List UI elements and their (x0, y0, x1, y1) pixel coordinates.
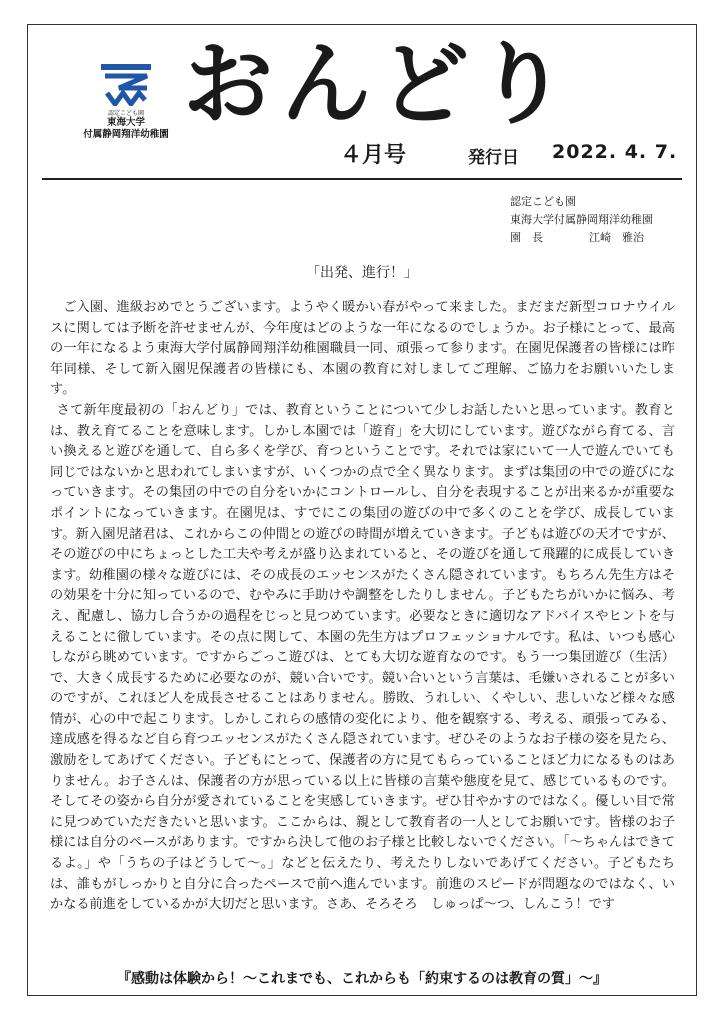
principal-role: 園 長 (510, 231, 543, 244)
article-heading: 「出発、進行！」 (306, 265, 418, 281)
logo-small-text: 認定こども園 (107, 110, 144, 117)
signature-line2: 東海大学付属静岡翔洋幼稚園 (510, 213, 653, 226)
paragraph-2: さて新年度最初の「おんどり」では、教育ということについて少しお話したいと思っています。教育とは、教え育てることを意味します。しかし本園では「遊育」を大切にしています。遊びながら育てる、言い換えると遊びを通して、自ら多くを学び、育つということです。それでは家にいて一人で遊んでいても同じではないかと思われてしまいますが、いくつかの点で全く異なります。まずは集団の中での遊びになっていきます。その集団の中での自分をいかにコントロールし、自分を表現することが出来るかが重要なポイントになっていきます。在園児は、すでにこの集団の遊びの中で多くのことを学び、成長しています。新入園児諸君は、これからこの仲間との遊びの時間が増えていきます。子どもは遊びの天才ですが、その遊びの中にちょっとした工夫や考えが盛り込まれていると、その遊びを通して飛躍的に成長していきます。幼稚園の様々な遊びには、その成長のエッセンスがたくさん隠されています。もちろん先生方はその効果を十分に知っているので、むやみに手助けや調整をしたりしません。子どもたちがいかに悩み、考え、配慮し、協力し合うかの過程をじっと見つめています。必要なときに適切なアドバイスやヒントを与えることに徹しています。その点に関して、本園の先生方はプロフェッショナルです。私は、いつも感心しながら眺めています。ですからごっこ遊びは、とても大切な遊育なのです。もう一つ集団遊び（生活）で、大きく成長するために必要なのが、競い合いです。競い合いという言葉は、毛嫌いされることが多いのですが、これほど人を成長させることはありません。勝敗、うれしい、くやしい、悲しいなど様々な感情が、心の中で起こります。しかしこれらの感情の変化により、他を観察する、考える、頑張ってみる、達成感を得るなど自ら育つエッセンスがたくさん隠されています。ぜひそのようなお子様の姿を見たら、激励をしてあげてください。子どもにとって、保護者の方に見てもらっていることほど力になるものはありません。お子さんは、保護者の方が思っている以上に皆様の言葉や態度を見て、感じているものです。そしてその姿から自分が愛されていることを実感していきます。ぜひ甘やかすのではなく。優しい目で常に見つめていただきたいと思います。ここからは、親として教育者の一人としてお願いです。皆様のお子様には自分のペースがあります。ですから決して他のお子様と比較しないでください。「〜ちゃんはできてるよ。」や「うちの子はどうして〜。」などと伝えたり、考えたりしないであげてください。子どもたちは、誰もがしっかりと自分に合ったペースで前へ進んでいます。前進のスピードが問題なのではなく、いかなる前進をしているかが大切だと思います。さあ、そろそろ しゅっぱ〜つ、しんこう！です (50, 402, 675, 913)
signature-block (510, 193, 653, 247)
school-logo (83, 62, 169, 141)
header-divider (42, 178, 682, 180)
footer-slogan: 『感動は体験から！〜これまでも、これからも「約束するのは教育の質」〜』 (117, 971, 607, 987)
publish-date-label: 発行日 (468, 148, 519, 168)
paragraph-1: ご入園、進級おめでとうございます。ようやく暖かい春がやって来ました。まだまだ新型コロナウイルスに関しては予断を許せませんが、今年度はどのような一年になるのでしょうか。お子様にとって、最高の一年になるよう東海大学付属静岡翔洋幼稚園職員一同、頑張って参ります。在園児保護者の皆様には昨年同様、そして新入園児保護者の皆様にも、本園の教育に対しましてご理解、ご協力をお願いいたします。 (50, 300, 675, 398)
logo-org-line1: 東海大学 (106, 117, 145, 128)
school-emblem-icon (99, 62, 153, 106)
signature-line3 (510, 229, 653, 247)
logo-org-line2: 付属静岡翔洋幼稚園 (83, 129, 169, 140)
publish-date: 2022. 4. 7. (552, 141, 678, 163)
signature-line1: 認定こども園 (510, 195, 576, 208)
article-body (50, 298, 675, 916)
newsletter-title: おんどり (183, 32, 575, 137)
issue-label: ４月号 (340, 143, 407, 168)
principal-name: 江崎 雅治 (589, 231, 644, 244)
